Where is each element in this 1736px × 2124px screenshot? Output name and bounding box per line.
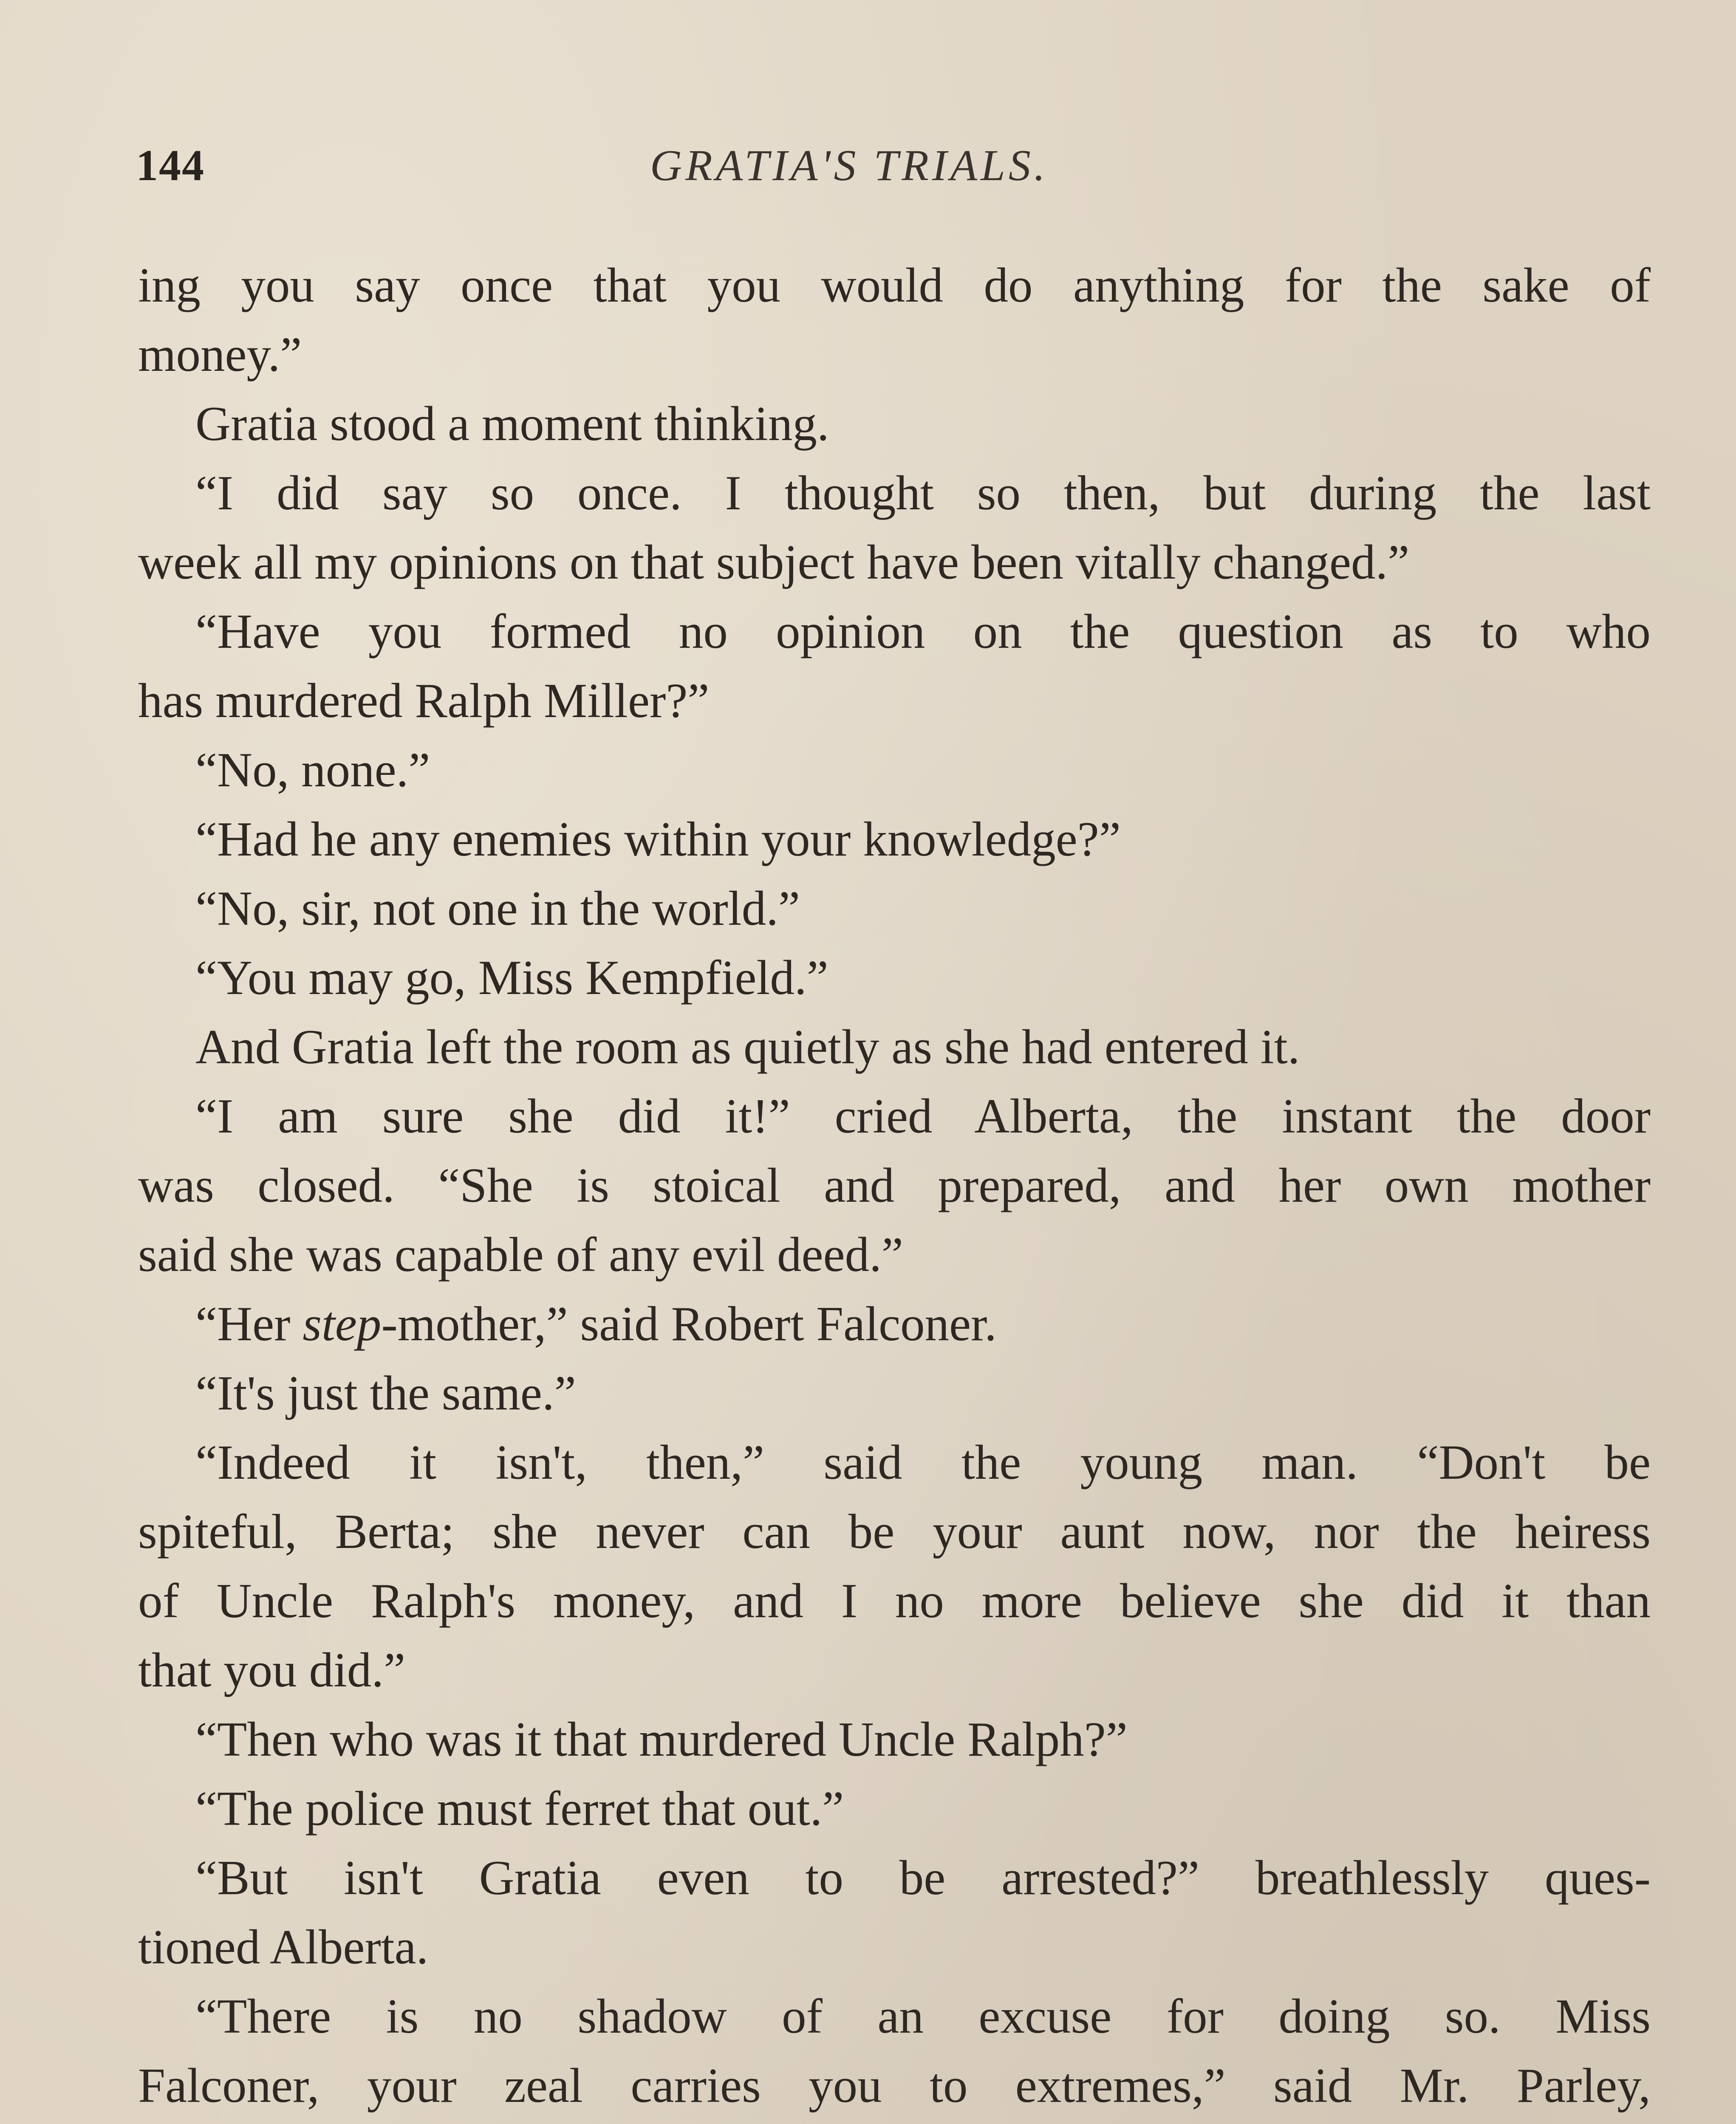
- text-line: that you did.”: [138, 1643, 406, 1697]
- text-line: And Gratia left the room as quietly as she had entered it.: [195, 1020, 1300, 1074]
- text-line: Falconer, your zeal carries you to extremes,” said Mr. Parley,: [138, 2059, 1651, 2113]
- text-line: “Then who was it that murdered Uncle Ralph?”: [195, 1712, 1128, 1766]
- text-line: “You may go, Miss Kempfield.”: [195, 951, 828, 1005]
- text-line: “I did say so once. I thought so then, but during the last: [195, 466, 1651, 520]
- italic-word: step: [303, 1297, 382, 1351]
- open-quote: “Her: [195, 1297, 303, 1351]
- text-line: “There is no shadow of an excuse for doing so. Miss: [195, 1989, 1651, 2043]
- text-line: “But isn't Gratia even to be arrested?” breathlessly ques-: [195, 1851, 1651, 1905]
- text-line: tioned Alberta.: [138, 1920, 429, 1974]
- text-line: “Indeed it isn't, then,” said the young man. “Don't be: [195, 1435, 1651, 1489]
- text-line: of Uncle Ralph's money, and I no more believe she did it than: [138, 1574, 1651, 1628]
- body-text: [138, 251, 1651, 2124]
- running-title: GRATIA'S TRIALS.: [650, 141, 1049, 190]
- text-line: [138, 2120, 1651, 2124]
- page-number: 144: [136, 141, 205, 190]
- text-line: “It's just the same.”: [195, 1366, 576, 1420]
- text-line: ing you say once that you would do anything for the sake of: [138, 258, 1651, 312]
- line-rest: -mother,” said Robert Falconer.: [381, 1297, 997, 1351]
- text-line: spiteful, Berta; she never can be your aunt now, nor the heiress: [138, 1505, 1651, 1559]
- text-line: has murdered Ralph Miller?”: [138, 674, 710, 728]
- text-line: “I am sure she did it!” cried Alberta, the instant the door: [195, 1089, 1651, 1143]
- text-line: [138, 1289, 1651, 1359]
- text-line: “No, none.”: [195, 743, 430, 797]
- page-header: [136, 140, 1653, 204]
- text-line: was closed. “She is stoical and prepared, and her own mother: [138, 1158, 1651, 1212]
- text-line: money.”: [138, 328, 302, 381]
- text-line: week all my opinions on that subject have been vitally changed.”: [138, 535, 1410, 589]
- text-line: “Had he any enemies within your knowledge?”: [195, 812, 1121, 866]
- text-line: Gratia stood a moment thinking.: [195, 397, 829, 451]
- text-line: “The police must ferret that out.”: [195, 1782, 844, 1836]
- text-line: “No, sir, not one in the world.”: [195, 881, 800, 935]
- text-line: “Have you formed no opinion on the question as to who: [195, 604, 1651, 658]
- text-line: said she was capable of any evil deed.”: [138, 1228, 903, 1282]
